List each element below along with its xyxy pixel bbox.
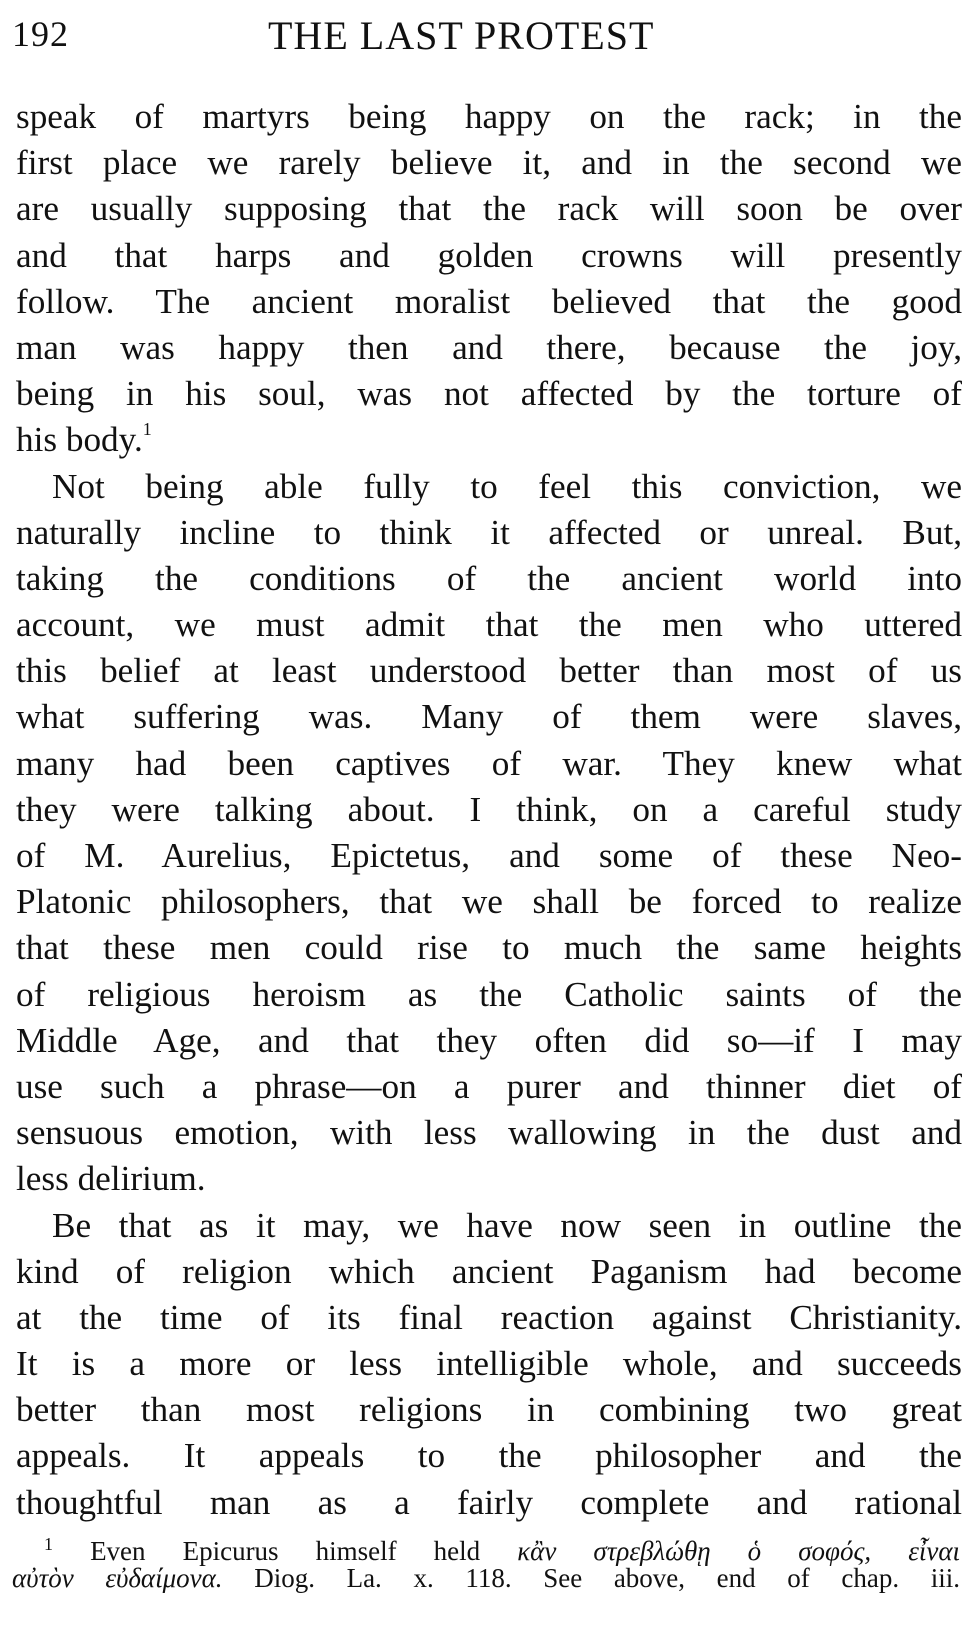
text-line: follow. The ancient moralist believed that the good [16, 281, 962, 321]
text-line: and that harps and golden crowns will presently [16, 235, 962, 275]
text-line: being in his soul, was not affected by the torture of [16, 374, 962, 414]
text-line: sensuous emotion, with less wallowing in the dust and [16, 1113, 962, 1153]
footnote-marker: 1 [44, 1534, 53, 1554]
text-line: It is a more or less intelligible whole, and succeeds [16, 1344, 962, 1384]
footnote-text: Even Epicurus himself held [90, 1535, 481, 1566]
text-line: at the time of its final reaction against Christianity. [16, 1297, 962, 1337]
text-line: use such a phrase—on a purer and thinner diet of [16, 1066, 962, 1106]
text-line: that these men could rise to much the same heights [16, 928, 962, 968]
footnote [12, 1527, 960, 1595]
text-line: thoughtful man as a fairly complete and rational [16, 1482, 962, 1522]
text-line: taking the conditions of the ancient world into [16, 558, 962, 598]
text-line: Middle Age, and that they often did so—if I may [16, 1020, 962, 1060]
running-head: THE LAST PROTEST [268, 13, 655, 58]
text-line: naturally incline to think it affected or unreal. But, [16, 512, 962, 552]
text-line: many had been captives of war. They knew what [16, 743, 962, 783]
text-line: man was happy then and there, because the joy, [16, 327, 962, 367]
body-text [16, 94, 962, 1526]
text-line: Platonic philosophers, that we shall be forced to realize [16, 882, 962, 922]
footnote-greek-quote: αὐτὸν εὐδαίμονα. [12, 1563, 223, 1593]
text-line: appeals. It appeals to the philosopher and the [16, 1436, 962, 1476]
text-line: Be that as it may, we have now seen in outline the [52, 1205, 962, 1245]
text-line: of M. Aurelius, Epictetus, and some of these Neo- [16, 836, 962, 875]
text-line: first place we rarely believe it, and in the second we [16, 143, 962, 183]
footnote-greek-quote: κἂν στρεβλώθῃ ὁ σοφός, εἶναι [517, 1535, 961, 1566]
text-line-content: his body. [16, 420, 143, 460]
text-line: are usually supposing that the rack will soon be over [16, 189, 962, 229]
text-line: this belief at least understood better than most of us [16, 651, 962, 691]
text-line: of religious heroism as the Catholic saints of the [16, 974, 962, 1014]
footnote-line [12, 1561, 960, 1595]
page-number: 192 [12, 14, 69, 54]
page-header [12, 6, 952, 72]
text-line: account, we must admit that the men who uttered [16, 605, 962, 645]
text-line: Not being able fully to feel this conviction, we [52, 466, 962, 506]
paragraph-end-line [16, 417, 962, 463]
footnote-reference: 1 [142, 419, 152, 440]
text-line: what suffering was. Many of them were slaves, [16, 697, 962, 737]
text-line: speak of martyrs being happy on the rack; in the [16, 97, 962, 136]
footnote-citation: Diog. La. x. 118. See above, end of chap. iii. [254, 1563, 961, 1593]
text-line: better than most religions in combining two great [16, 1390, 962, 1430]
text-line: less delirium. [16, 1159, 206, 1199]
text-line: kind of religion which ancient Paganism had become [16, 1251, 962, 1291]
text-line: they were talking about. I think, on a careful study [16, 789, 962, 829]
footnote-line [12, 1527, 961, 1566]
